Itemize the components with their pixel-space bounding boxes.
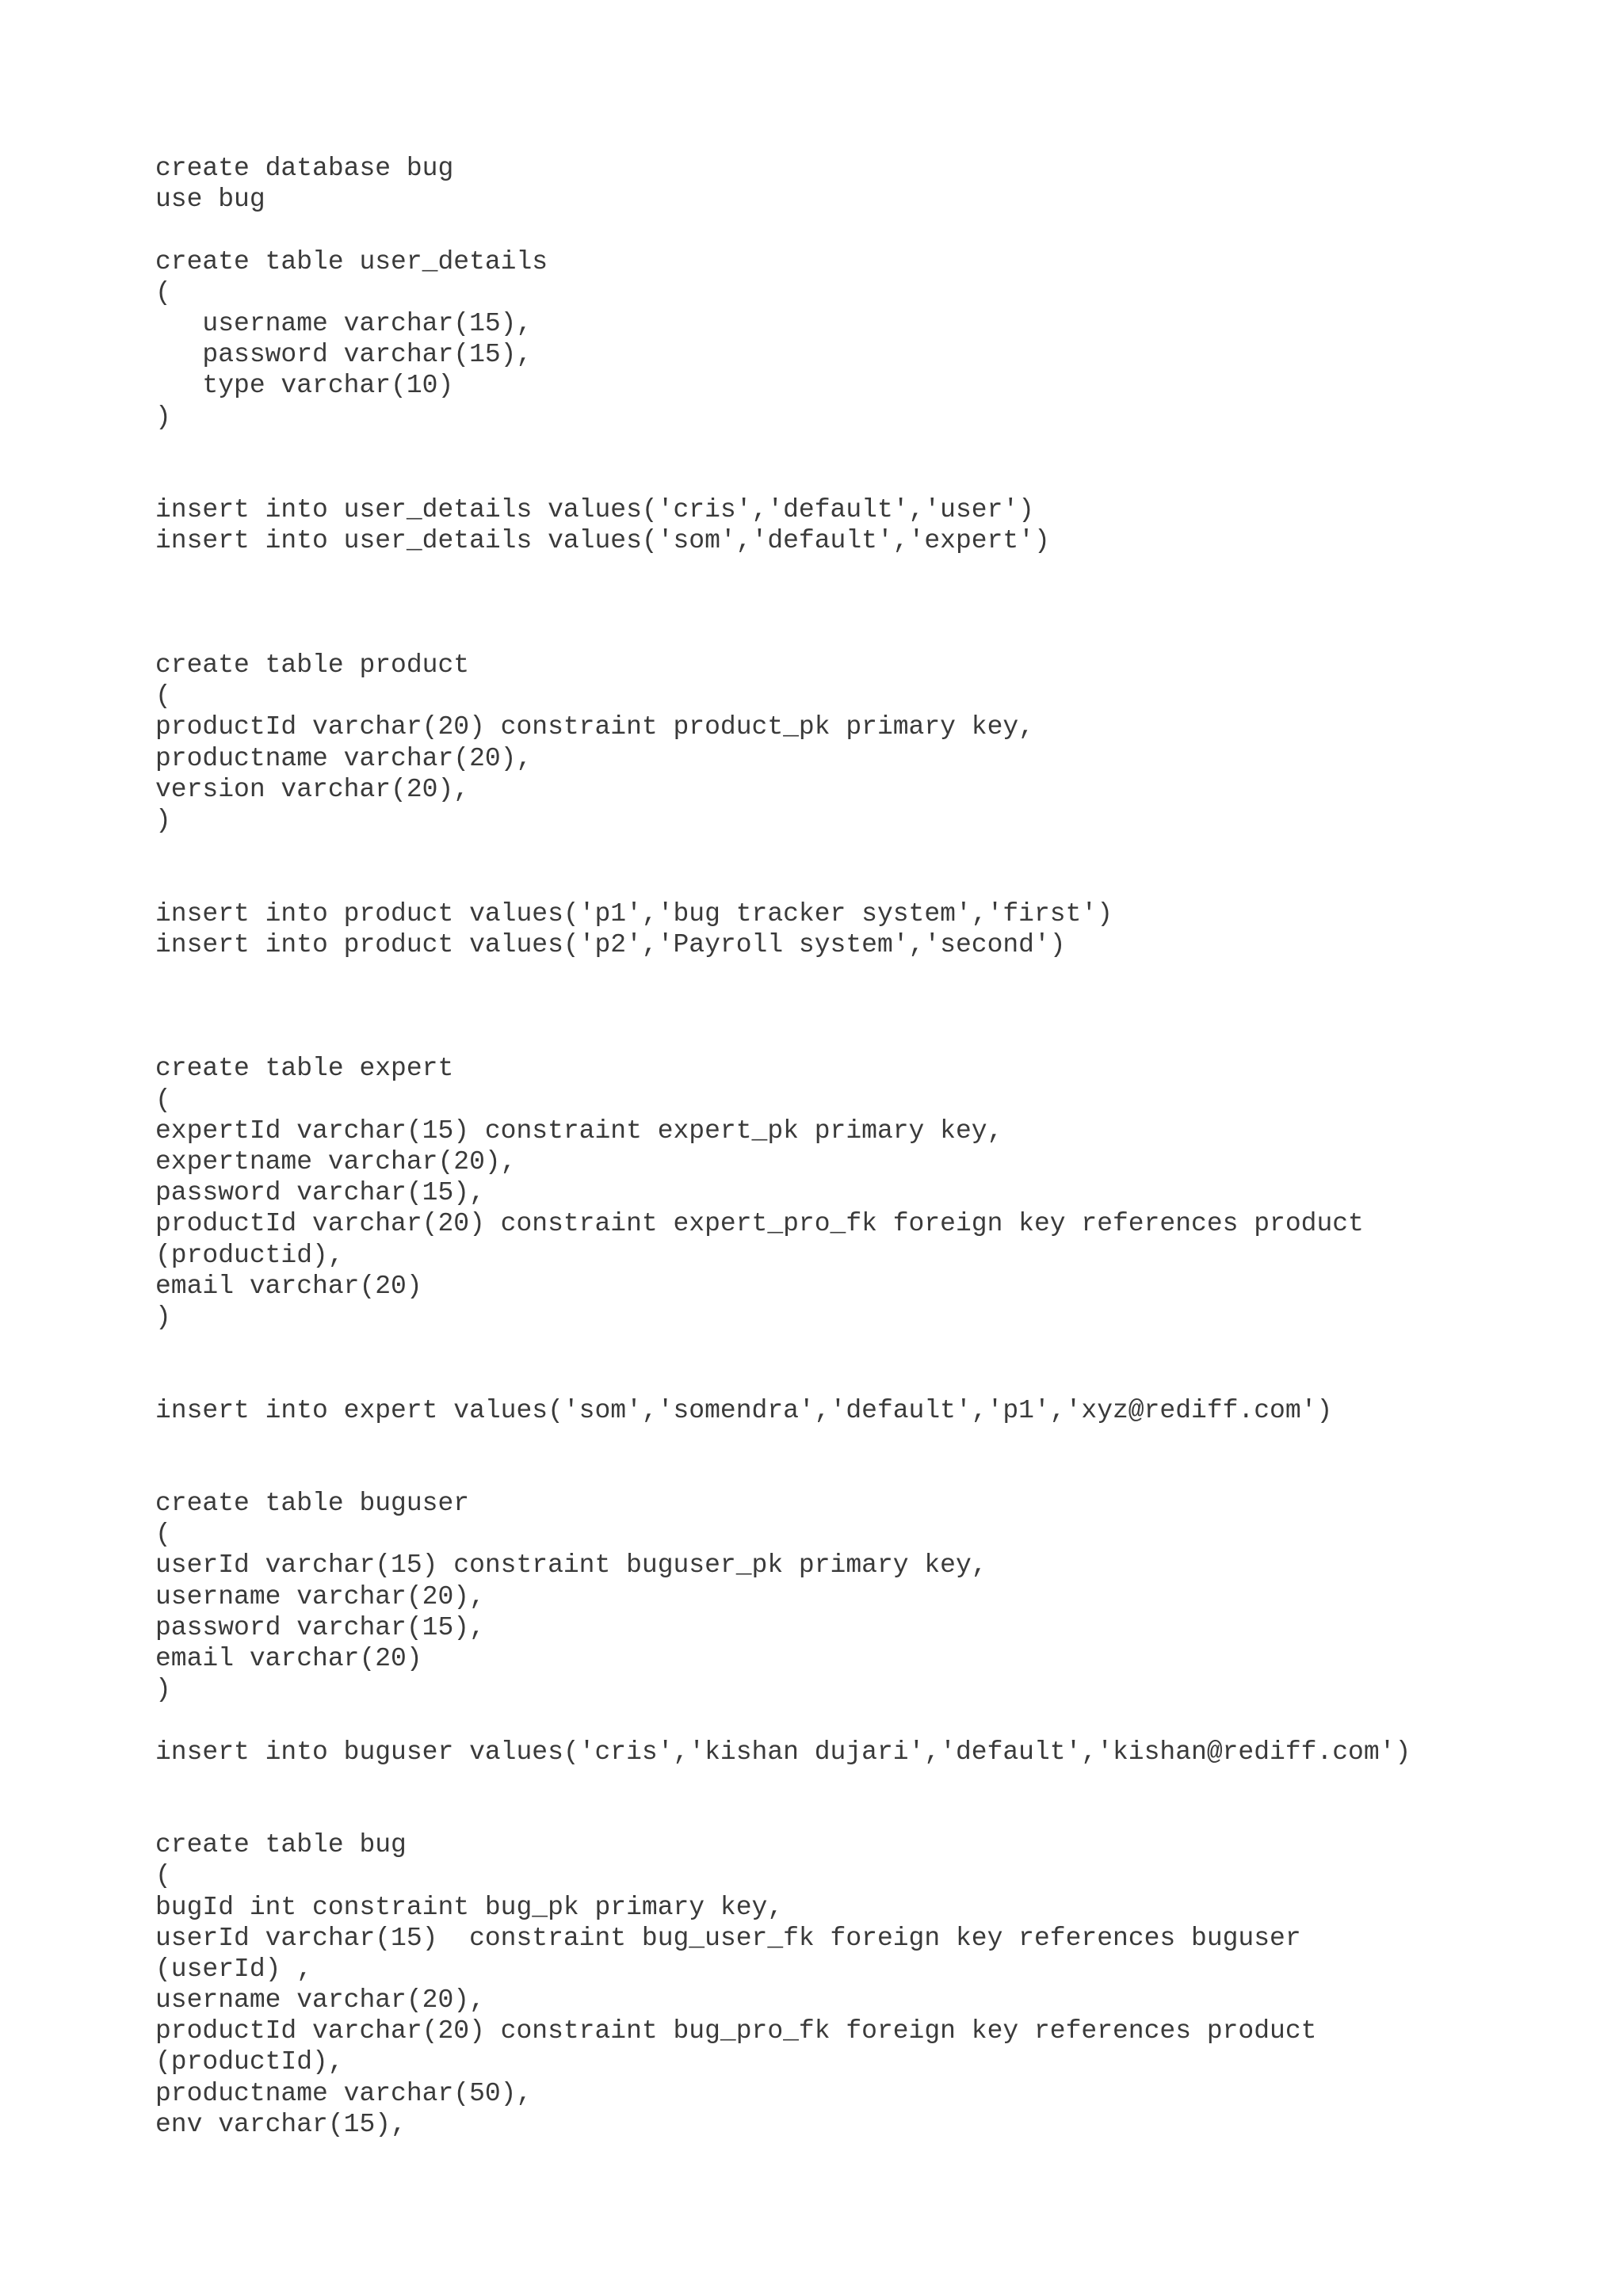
- code-line: ): [155, 1675, 171, 1705]
- code-line: (productId),: [155, 2047, 344, 2077]
- code-line: username varchar(15),: [155, 308, 533, 338]
- code-line: email varchar(20): [155, 1644, 422, 1673]
- code-line: insert into expert values('som','somendra','default','p1','xyz@rediff.com'): [155, 1395, 1333, 1425]
- code-line: expertname varchar(20),: [155, 1147, 517, 1177]
- code-line: [155, 867, 1411, 898]
- code-line: (userId) ,: [155, 1954, 313, 1984]
- code-line: password varchar(15),: [155, 1178, 485, 1208]
- code-line: [155, 1363, 1411, 1394]
- code-line: productname varchar(50),: [155, 2078, 533, 2108]
- code-line: type varchar(10): [155, 371, 454, 401]
- code-line: [155, 463, 1411, 494]
- code-line: productId varchar(20) constraint product_pk primary key,: [155, 712, 1034, 742]
- sql-script: [155, 153, 1411, 2140]
- code-line: productname varchar(20),: [155, 743, 533, 773]
- code-line: env varchar(15),: [155, 2109, 407, 2139]
- code-line: use bug: [155, 185, 265, 215]
- code-line: create table buguser: [155, 1489, 470, 1519]
- code-line: password varchar(15),: [155, 1612, 485, 1642]
- code-line: version varchar(20),: [155, 774, 470, 804]
- code-line: insert into product values('p1','bug tracker system','first'): [155, 898, 1113, 929]
- code-line: bugId int constraint bug_pk primary key,: [155, 1892, 784, 1922]
- code-line: [155, 215, 1411, 246]
- code-line: userId varchar(15) constraint bug_user_fk foreign key references buguser: [155, 1923, 1301, 1953]
- code-line: [155, 433, 1411, 463]
- code-line: ): [155, 402, 171, 432]
- code-line: [155, 1457, 1411, 1488]
- code-line: [155, 1022, 1411, 1053]
- code-line: create database bug: [155, 154, 454, 183]
- code-line: [155, 588, 1411, 619]
- code-line: insert into user_details values('cris','default','user'): [155, 495, 1034, 525]
- code-line: create table expert: [155, 1054, 454, 1084]
- code-line: [155, 619, 1411, 650]
- code-line: (: [155, 1520, 171, 1550]
- code-line: [155, 960, 1411, 991]
- code-line: username varchar(20),: [155, 1581, 485, 1611]
- code-line: create table product: [155, 650, 470, 680]
- code-line: [155, 1333, 1411, 1363]
- code-line: userId varchar(15) constraint buguser_pk primary key,: [155, 1550, 987, 1581]
- code-line: email varchar(20): [155, 1271, 422, 1301]
- code-line: (: [155, 681, 171, 711]
- code-line: insert into buguser values('cris','kishan dujari','default','kishan@rediff.com'): [155, 1737, 1411, 1767]
- code-line: productId varchar(20) constraint expert_pro_fk foreign key references product: [155, 1209, 1364, 1239]
- code-line: [155, 1705, 1411, 1736]
- code-line: password varchar(15),: [155, 340, 533, 370]
- code-line: [155, 1426, 1411, 1457]
- code-line: ): [155, 805, 171, 835]
- code-line: (productid),: [155, 1240, 344, 1270]
- code-line: (: [155, 1085, 171, 1115]
- code-line: insert into user_details values('som','default','expert'): [155, 526, 1050, 556]
- code-line: [155, 1768, 1411, 1798]
- code-line: [155, 556, 1411, 587]
- code-line: [155, 1798, 1411, 1829]
- code-line: [155, 991, 1411, 1022]
- code-line: ): [155, 1302, 171, 1332]
- code-line: (: [155, 277, 171, 307]
- code-line: create table bug: [155, 1830, 407, 1860]
- code-line: username varchar(20),: [155, 1985, 485, 2016]
- code-line: productId varchar(20) constraint bug_pro_fk foreign key references product: [155, 2016, 1317, 2046]
- code-line: (: [155, 1861, 171, 1891]
- code-line: insert into product values('p2','Payroll system','second'): [155, 929, 1066, 959]
- code-line: expertId varchar(15) constraint expert_pk primary key,: [155, 1116, 1003, 1146]
- code-line: [155, 836, 1411, 867]
- code-line: create table user_details: [155, 246, 548, 277]
